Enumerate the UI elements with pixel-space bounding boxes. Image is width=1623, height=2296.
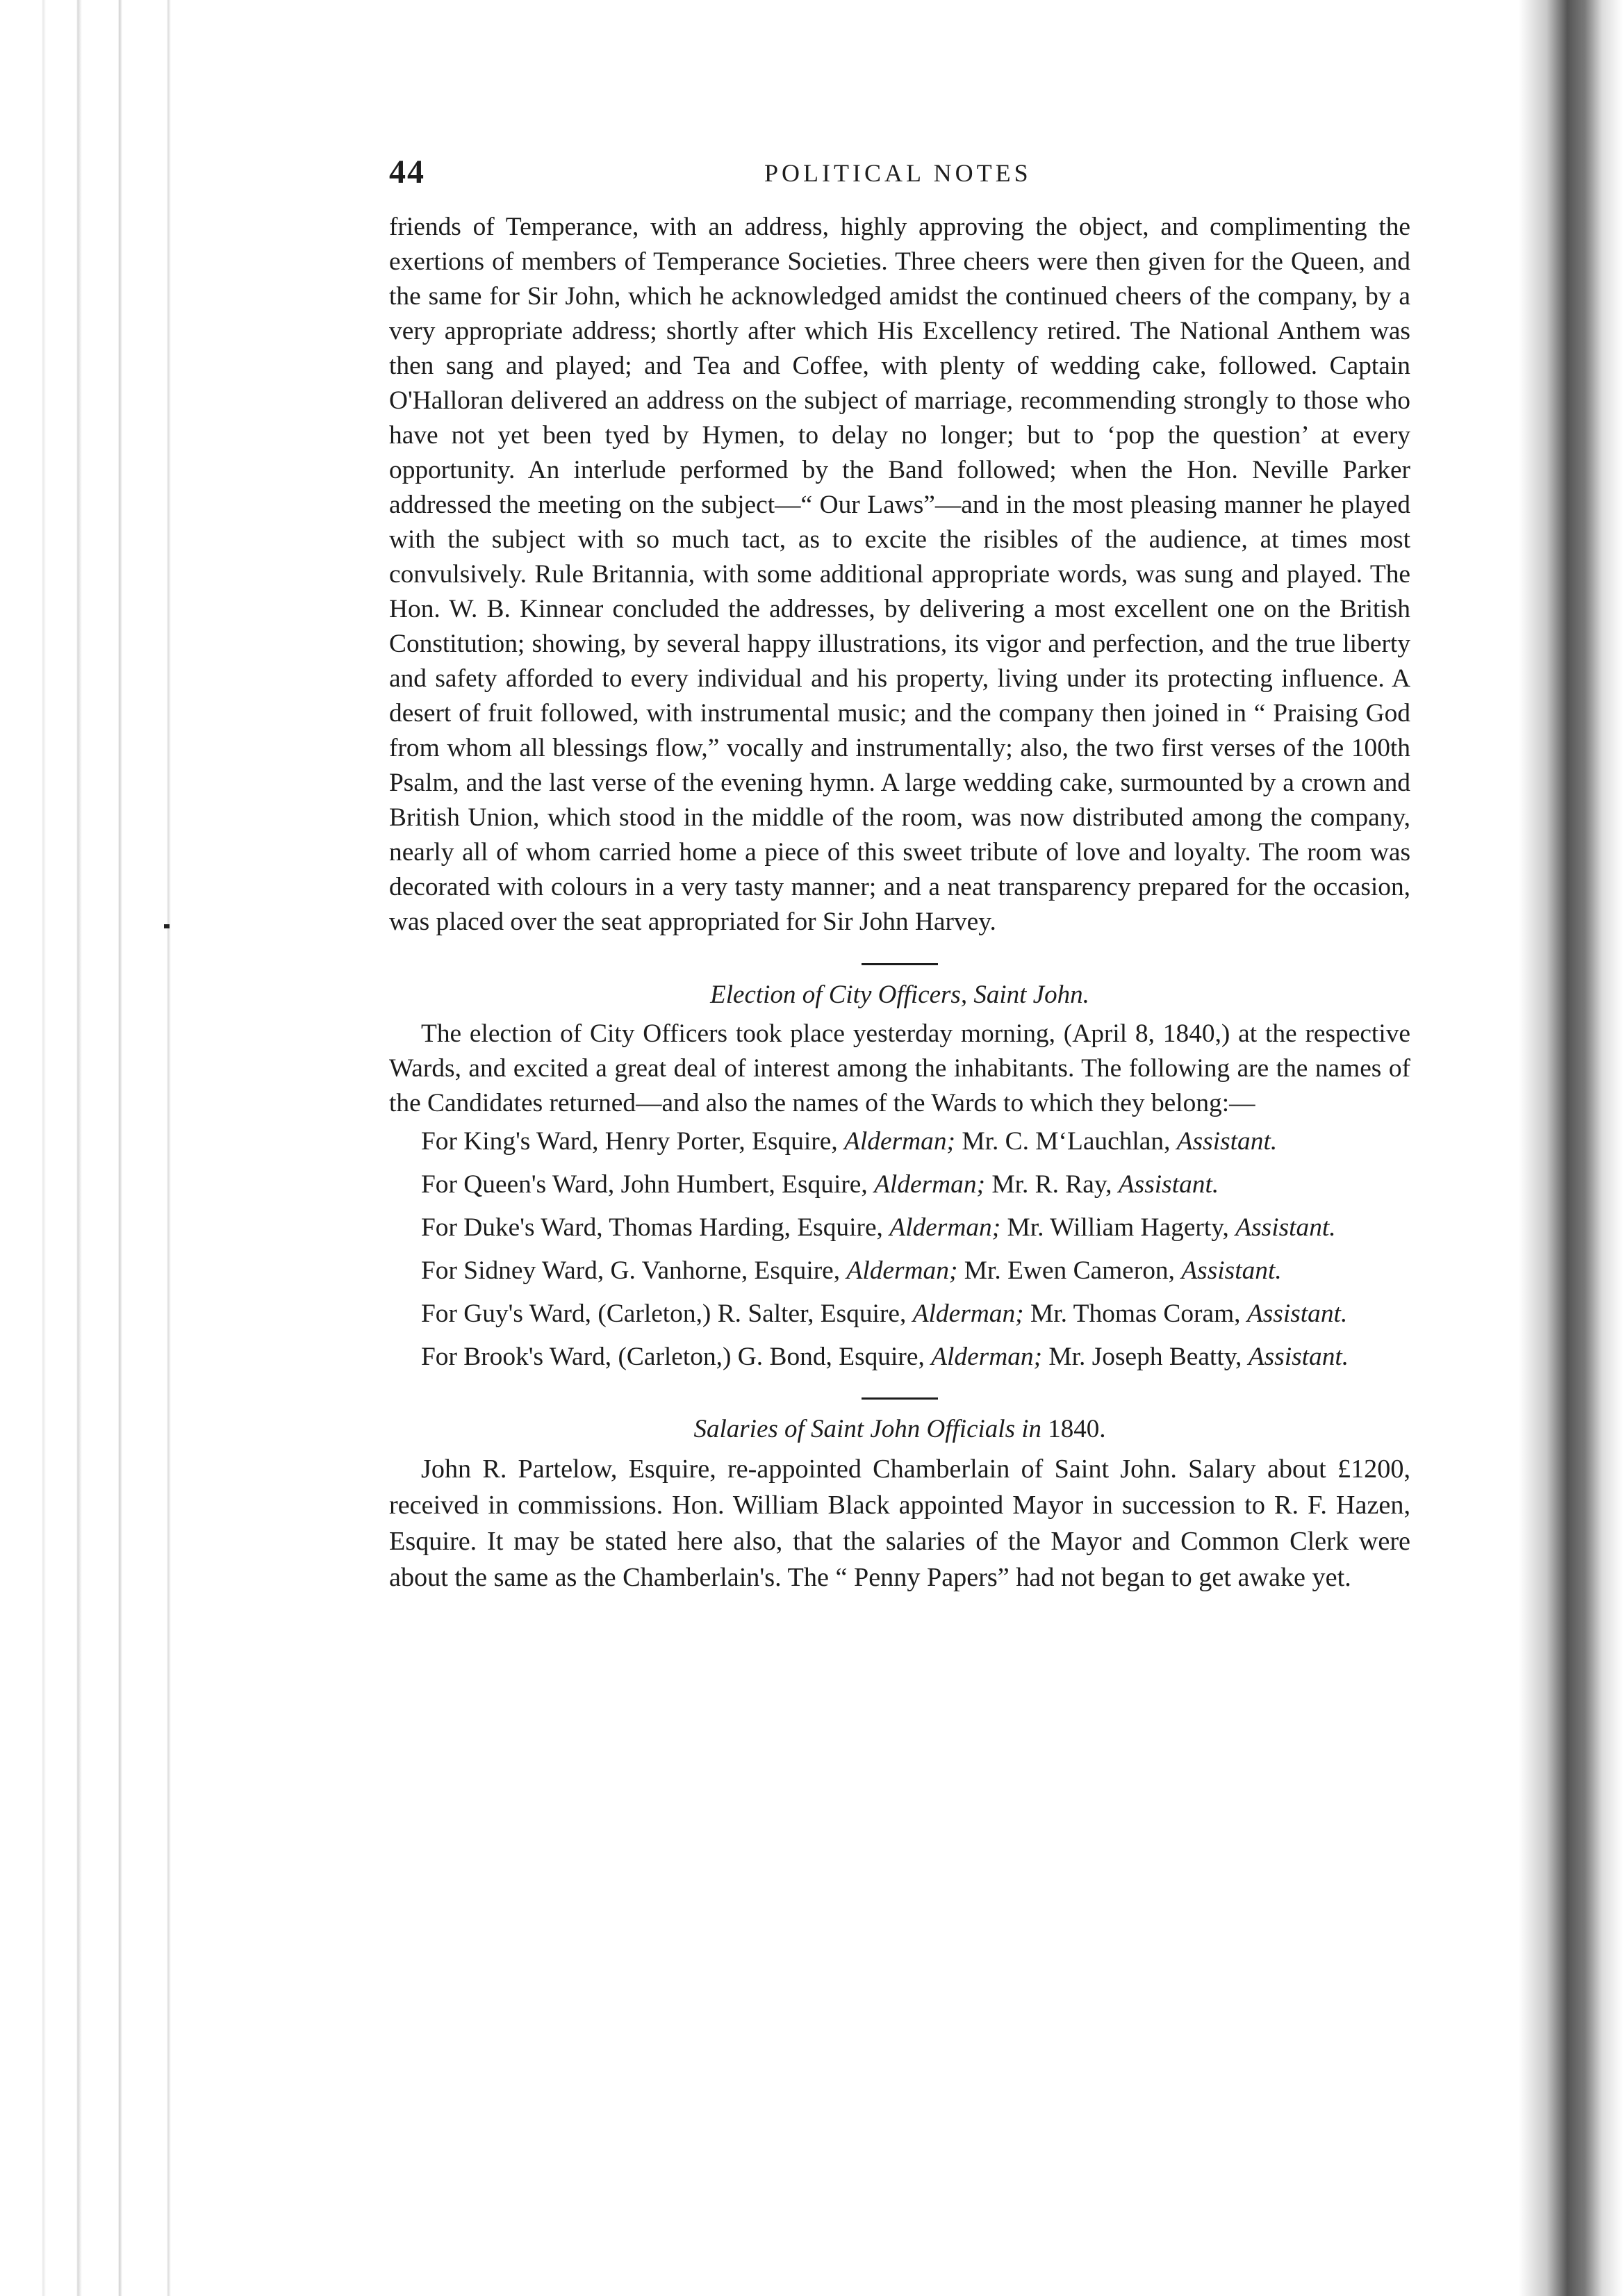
ward-entry: For Guy's Ward, (Carleton,) R. Salter, Esquire, Alderman; Mr. Thomas Coram, Assistant. <box>421 1299 1348 1328</box>
ward-entry: For Sidney Ward, G. Vanhorne, Esquire, Alderman; Mr. Ewen Cameron, Assistant. <box>421 1256 1282 1285</box>
page-number: 44 <box>389 154 425 190</box>
salaries-section <box>389 1412 1410 1596</box>
ward-list <box>389 1125 1410 1374</box>
section-divider <box>862 1397 938 1400</box>
election-section <box>389 978 1410 1374</box>
election-title: Election of City Officers, Saint John. <box>710 981 1089 1009</box>
ward-entry: For Queen's Ward, John Humbert, Esquire, Alderman; Mr. R. Ray, Assistant. <box>421 1170 1219 1199</box>
ward-entry: For Duke's Ward, Thomas Harding, Esquire, Alderman; Mr. William Hagerty, Assistant. <box>421 1213 1336 1242</box>
margin-mark <box>164 924 170 928</box>
book-gutter-edge <box>0 0 208 2296</box>
running-head <box>389 153 1410 202</box>
page-right-shadow <box>1519 0 1623 2296</box>
election-intro: The election of City Officers took place yesterday morning, (April 8, 1840,) at the respective Wards, and excited a great deal of interest among the inhabitants. The following are the names of the Candidates returned—and also the names of the Wards to which they belong:— <box>389 1019 1410 1117</box>
book-page <box>389 153 1410 1596</box>
salaries-title: Salaries of Saint John Officials in 1840. <box>693 1415 1106 1443</box>
intro-paragraph: friends of Temperance, with an address, highly approving the object, and complimenting the exertions of members of Temperance Societies. Three cheers were then given for the Queen, and the same for Sir John, which he acknowledged amidst the continued cheers of the company, by a very appropriate address; shortly after which His Excellency retired. The National Anthem was then sang and played; and Tea and Coffee, with plenty of wedding cake, followed. Captain O'Halloran delivered an address on the subject of marriage, recommending strongly to those who have not yet been tyed by Hymen, to delay no longer; but to ‘pop the question’ at every opportunity. An interlude performed by the Band followed; when the Hon. Neville Parker addressed the meeting on the subject—“ Our Laws”—and in the most pleasing manner he played with the subject with so much tact, as to excite the risibles of the audience, at times most convulsively. Rule Britannia, with some additional appropriate words, was sung and played. The Hon. W. B. Kinnear concluded the addresses, by delivering a most excellent one on the British Constitution; showing, by several happy illustrations, its vigor and perfection, and the true liberty and safety afforded to every individual and his property, living under its protecting influence. A desert of fruit followed, with instrumental music; and the company then joined in “ Praising God from whom all blessings flow,” vocally and instrumentally; also, the two first verses of the 100th Psalm, and the last verse of the evening hymn. A large wedding cake, surmounted by a crown and British Union, which stood in the middle of the room, was now distributed among the company, nearly all of whom carried home a piece of this sweet tribute of love and loyalty. The room was decorated with colours in a very tasty manner; and a neat transparency prepared for the occasion, was placed over the seat appropriated for Sir John Harvey. <box>389 213 1410 936</box>
ward-entry: For Brook's Ward, (Carleton,) G. Bond, Esquire, Alderman; Mr. Joseph Beatty, Assistant. <box>421 1343 1349 1371</box>
running-head-title: POLITICAL NOTES <box>764 159 1032 187</box>
section-divider <box>862 963 938 965</box>
salaries-text: John R. Partelow, Esquire, re-appointed Chamberlain of Saint John. Salary about £1200, received in commissions. Hon. William Black appointed Mayor in succession to R. F. Hazen, Esquire. It may be stated here also, that the salaries of the Mayor and Common Clerk were about the same as the Chamberlain's. The “ Penny Papers” had not began to get awake yet. <box>389 1454 1410 1592</box>
ward-entry: For King's Ward, Henry Porter, Esquire, Alderman; Mr. C. M‘Lauchlan, Assistant. <box>421 1127 1278 1156</box>
